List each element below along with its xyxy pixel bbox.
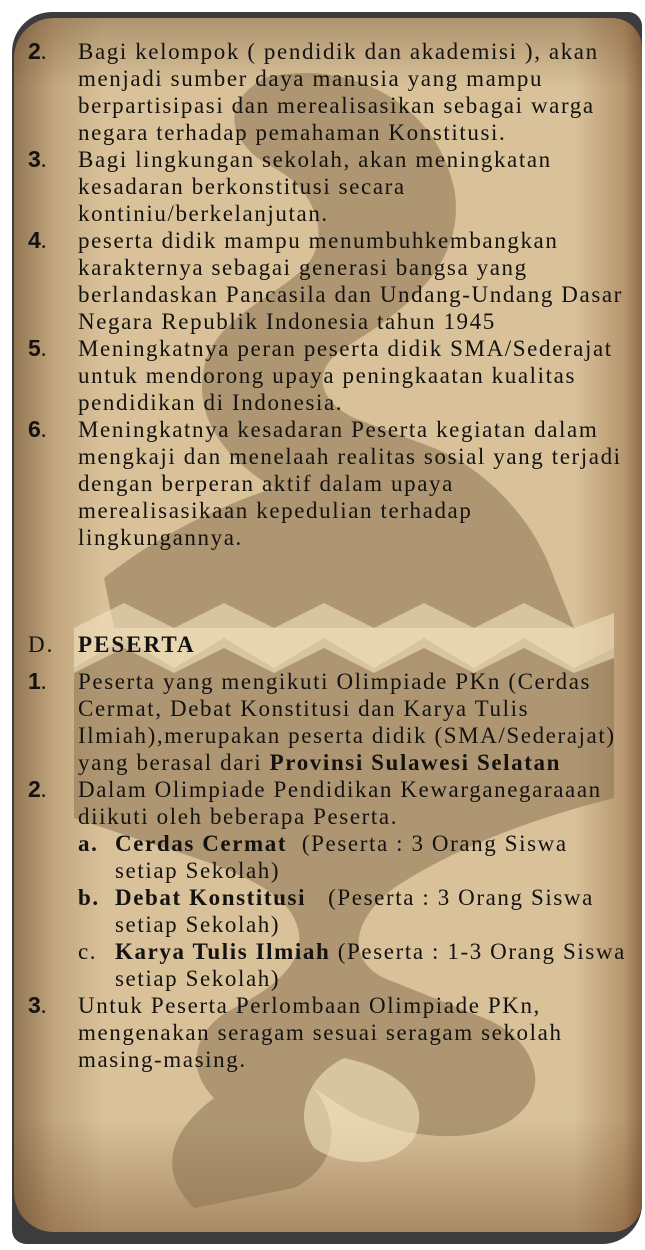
sub-list-item xyxy=(78,938,634,992)
competition-detail: (Peserta : 3 Orang Siswa setiap Sekolah) xyxy=(115,831,576,883)
list-item xyxy=(28,776,634,992)
parchment-card xyxy=(14,18,642,1232)
competition-detail: (Peserta : 3 Orang Siswa setiap Sekolah) xyxy=(115,885,602,937)
sub-list-item xyxy=(78,884,628,938)
list-number: 1. xyxy=(28,668,47,694)
sub-list-letter: c. xyxy=(78,939,98,964)
list-item xyxy=(28,335,628,416)
section-heading-peserta xyxy=(28,631,628,658)
competition-detail: (Peserta : 1-3 Orang Siswa setiap Sekolah) xyxy=(115,939,634,991)
list-number: 3. xyxy=(28,146,47,172)
competition-name: Debat Konstitusi xyxy=(115,885,307,910)
outcomes-list xyxy=(28,38,628,551)
list-item xyxy=(28,668,628,776)
list-item-text: Dalam Olimpiade Pendidikan Kewarganegaraaan diikuti oleh beberapa Peserta. xyxy=(78,777,602,829)
list-item-text: peserta didik mampu menumbuhkembangkan karakternya sebagai generasi bangsa yang berlandaskan Pancasila dan Undang-Undang Dasar Negara Republik Indonesia tahun 1945 xyxy=(78,228,623,334)
list-item xyxy=(28,416,628,551)
sub-list-letter: a. xyxy=(78,831,99,856)
list-item-text: Meningkatnya peran peserta didik SMA/Sederajat untuk mendorong upaya peningkaatan kualitas pendidikan di Indonesia. xyxy=(78,336,613,415)
list-item-text: Bagi kelompok ( pendidik dan akademisi ), akan menjadi sumber daya manusia yang mampu berpartisipasi dan merealisasikan sebagai warga negara terhadap pemahaman Konstitusi. xyxy=(78,39,599,145)
list-number: 5. xyxy=(28,335,47,361)
section-spacer xyxy=(28,551,628,605)
list-number: 6. xyxy=(28,416,47,442)
list-item-text: Untuk Peserta Perlombaan Olimpiade PKn, mengenakan seragam sesuai seragam sekolah masing-masing. xyxy=(78,993,563,1072)
list-item xyxy=(28,146,628,227)
competition-name: Cerdas Cermat xyxy=(115,831,288,856)
sub-list-letter: b. xyxy=(78,885,100,910)
list-item xyxy=(28,38,628,146)
list-item xyxy=(28,227,628,335)
list-number: 2. xyxy=(28,38,47,64)
competition-name: Karya Tulis Ilmiah xyxy=(115,939,331,964)
province-name: Provinsi Sulawesi Selatan xyxy=(269,750,561,775)
list-number: 3. xyxy=(28,992,47,1018)
document-body xyxy=(28,38,634,1073)
competition-sublist xyxy=(78,830,634,992)
list-number: 4. xyxy=(28,227,47,253)
list-item-text: Meningkatnya kesadaran Peserta kegiatan dalam mengkaji dan menelaah realitas sosial yang terjadi dengan berperan aktif dalam upaya merealisasikaan kepedulian terhadap lingkungannya. xyxy=(78,417,622,550)
section-title: PESERTA xyxy=(78,632,196,657)
list-number: 2. xyxy=(28,776,47,802)
list-item xyxy=(28,992,628,1073)
peserta-list xyxy=(28,668,634,1073)
sub-list-item xyxy=(78,830,628,884)
section-letter: D. xyxy=(28,632,55,657)
list-item-text: Bagi lingkungan sekolah, akan meningkatan kesadaran berkonstitusi secara kontiniu/berkelanjutan. xyxy=(78,147,552,226)
list-item-text: Peserta yang mengikuti Olimpiade PKn (Cerdas Cermat, Debat Konstitusi dan Karya Tulis Ilmiah),merupakan peserta didik (SMA/Sederajat) yang berasal dari xyxy=(78,669,616,775)
